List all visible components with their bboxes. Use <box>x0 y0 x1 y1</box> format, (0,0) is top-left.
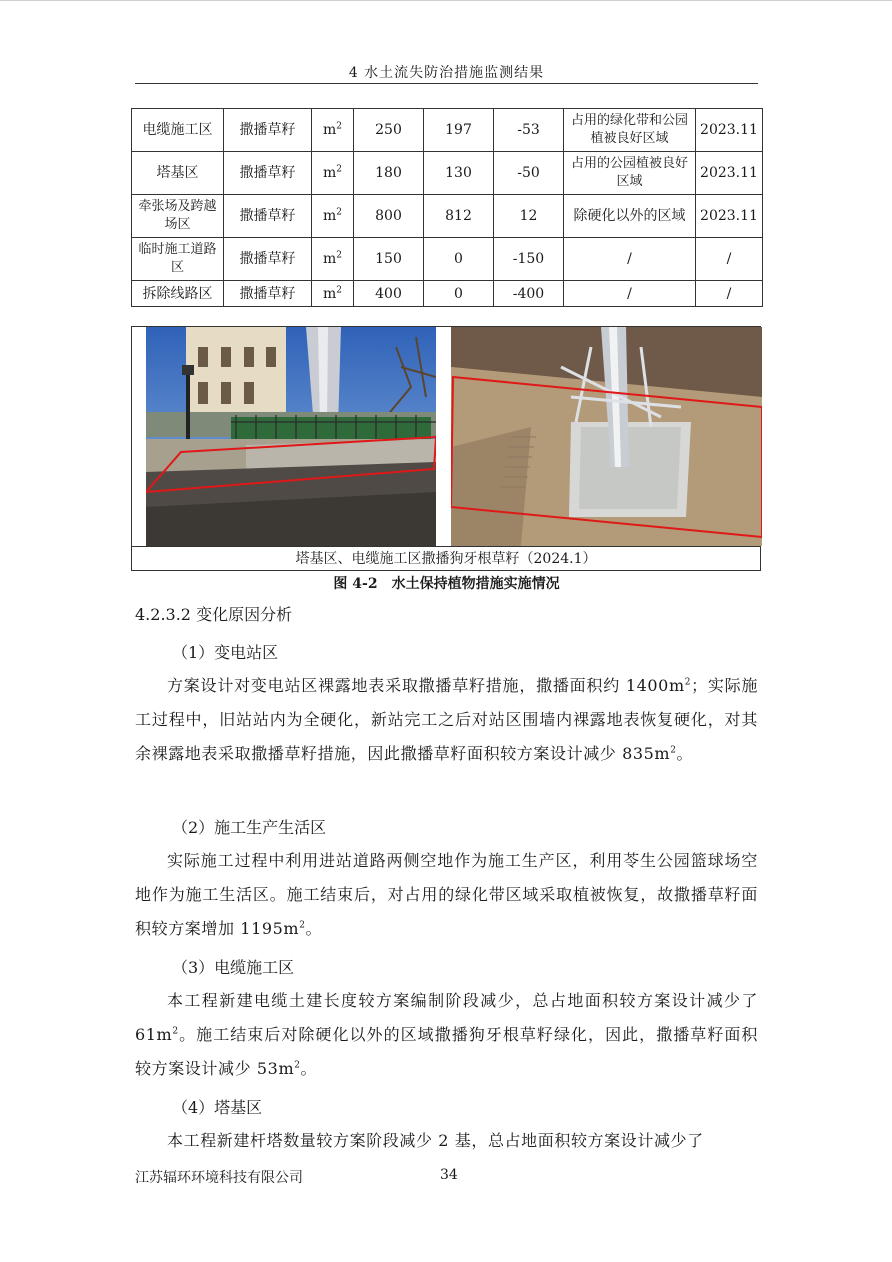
cell-unit: $m^2$ <box>312 195 354 238</box>
header-rule <box>135 83 758 84</box>
subsection-heading: （3）电缆施工区 <box>172 958 295 977</box>
cell-diff: -400 <box>494 281 564 307</box>
cell-date: / <box>696 281 763 307</box>
measures-table <box>131 108 763 307</box>
cell-scope: 除硬化以外的区域 <box>564 195 696 238</box>
subsection-heading: （4）塔基区 <box>172 1098 263 1117</box>
figure-title: 图 4-2 水土保持植物措施实施情况 <box>333 576 560 592</box>
footer-company: 江苏辐环环境科技有限公司 <box>135 1170 303 1186</box>
cell-scope: / <box>564 281 696 307</box>
cell-actual: 197 <box>424 109 494 152</box>
cell-area: 牵张场及跨越场区 <box>132 195 224 238</box>
cell-unit: $m^2$ <box>312 238 354 281</box>
cell-measure: 撒播草籽 <box>224 152 312 195</box>
cell-actual: 0 <box>424 281 494 307</box>
figure-caption: 塔基区、电缆施工区撒播狗牙根草籽（2024.1） <box>132 546 760 572</box>
cell-scope: 占用的绿化带和公园植被良好区域 <box>564 109 696 152</box>
photo-cable-area <box>451 327 762 546</box>
paragraph: 本工程新建杆塔数量较方案阶段减少 2 基，总占地面积较方案设计减少了 <box>167 1131 704 1150</box>
cell-plan: 250 <box>354 109 424 152</box>
cell-date: 2023.11 <box>696 109 763 152</box>
paragraph: 方案设计对变电站区裸露地表采取撒播草籽措施，撒播面积约 $1400m^2$；实际施工过程中，旧站站内为全硬化，新站完工之后对站区围墙内裸露地表恢复硬化，对其余裸露地表采取撒播草籽措施，因此撒播草籽面积较方案设计减少 $835m^2$。 <box>135 676 758 763</box>
cell-date: 2023.11 <box>696 152 763 195</box>
paragraph: 本工程新建电缆土建长度较方案编制阶段减少，总占地面积较方案设计减少了 $61m^2$。施工结束后对除硬化以外的区域撒播狗牙根草籽绿化，因此，撒播草籽面积较方案设计减少 $53m^2$。 <box>135 991 758 1078</box>
cell-area: 拆除线路区 <box>132 281 224 307</box>
page-top-border <box>0 0 892 1</box>
subsection-heading: （1）变电站区 <box>172 643 279 662</box>
cell-unit: $m^2$ <box>312 281 354 307</box>
cell-plan: 400 <box>354 281 424 307</box>
cell-plan: 800 <box>354 195 424 238</box>
cell-measure: 撒播草籽 <box>224 109 312 152</box>
table-row <box>132 281 763 307</box>
cell-plan: 150 <box>354 238 424 281</box>
cell-measure: 撒播草籽 <box>224 281 312 307</box>
figure-frame <box>131 326 761 571</box>
cell-actual: 0 <box>424 238 494 281</box>
cell-actual: 130 <box>424 152 494 195</box>
cell-unit: $m^2$ <box>312 109 354 152</box>
cell-diff: -53 <box>494 109 564 152</box>
cell-diff: 12 <box>494 195 564 238</box>
cell-diff: -150 <box>494 238 564 281</box>
cell-area: 电缆施工区 <box>132 109 224 152</box>
cell-area: 临时施工道路区 <box>132 238 224 281</box>
paragraph: 实际施工过程中利用进站道路两侧空地作为施工生产区，利用苓生公园篮球场空地作为施工生活区。施工结束后，对占用的绿化带区域采取植被恢复，故撒播草籽面积较方案增加 $1195m^2$。 <box>135 851 758 938</box>
table-row <box>132 109 763 152</box>
cell-measure: 撒播草籽 <box>224 238 312 281</box>
table-row <box>132 238 763 281</box>
cell-diff: -50 <box>494 152 564 195</box>
subsection-heading: （2）施工生产生活区 <box>172 818 327 837</box>
cell-measure: 撒播草籽 <box>224 195 312 238</box>
cell-plan: 180 <box>354 152 424 195</box>
page-number: 34 <box>440 1167 458 1183</box>
section-heading: 4.2.3.2 变化原因分析 <box>135 605 293 624</box>
cell-unit: $m^2$ <box>312 152 354 195</box>
cell-scope: 占用的公园植被良好区域 <box>564 152 696 195</box>
table-row <box>132 152 763 195</box>
cell-date: 2023.11 <box>696 195 763 238</box>
cell-actual: 812 <box>424 195 494 238</box>
cell-scope: / <box>564 238 696 281</box>
cell-date: / <box>696 238 763 281</box>
photo-tower-area <box>146 327 436 546</box>
cell-area: 塔基区 <box>132 152 224 195</box>
running-header: 4 水土流失防治措施监测结果 <box>348 65 545 81</box>
table-row <box>132 195 763 238</box>
